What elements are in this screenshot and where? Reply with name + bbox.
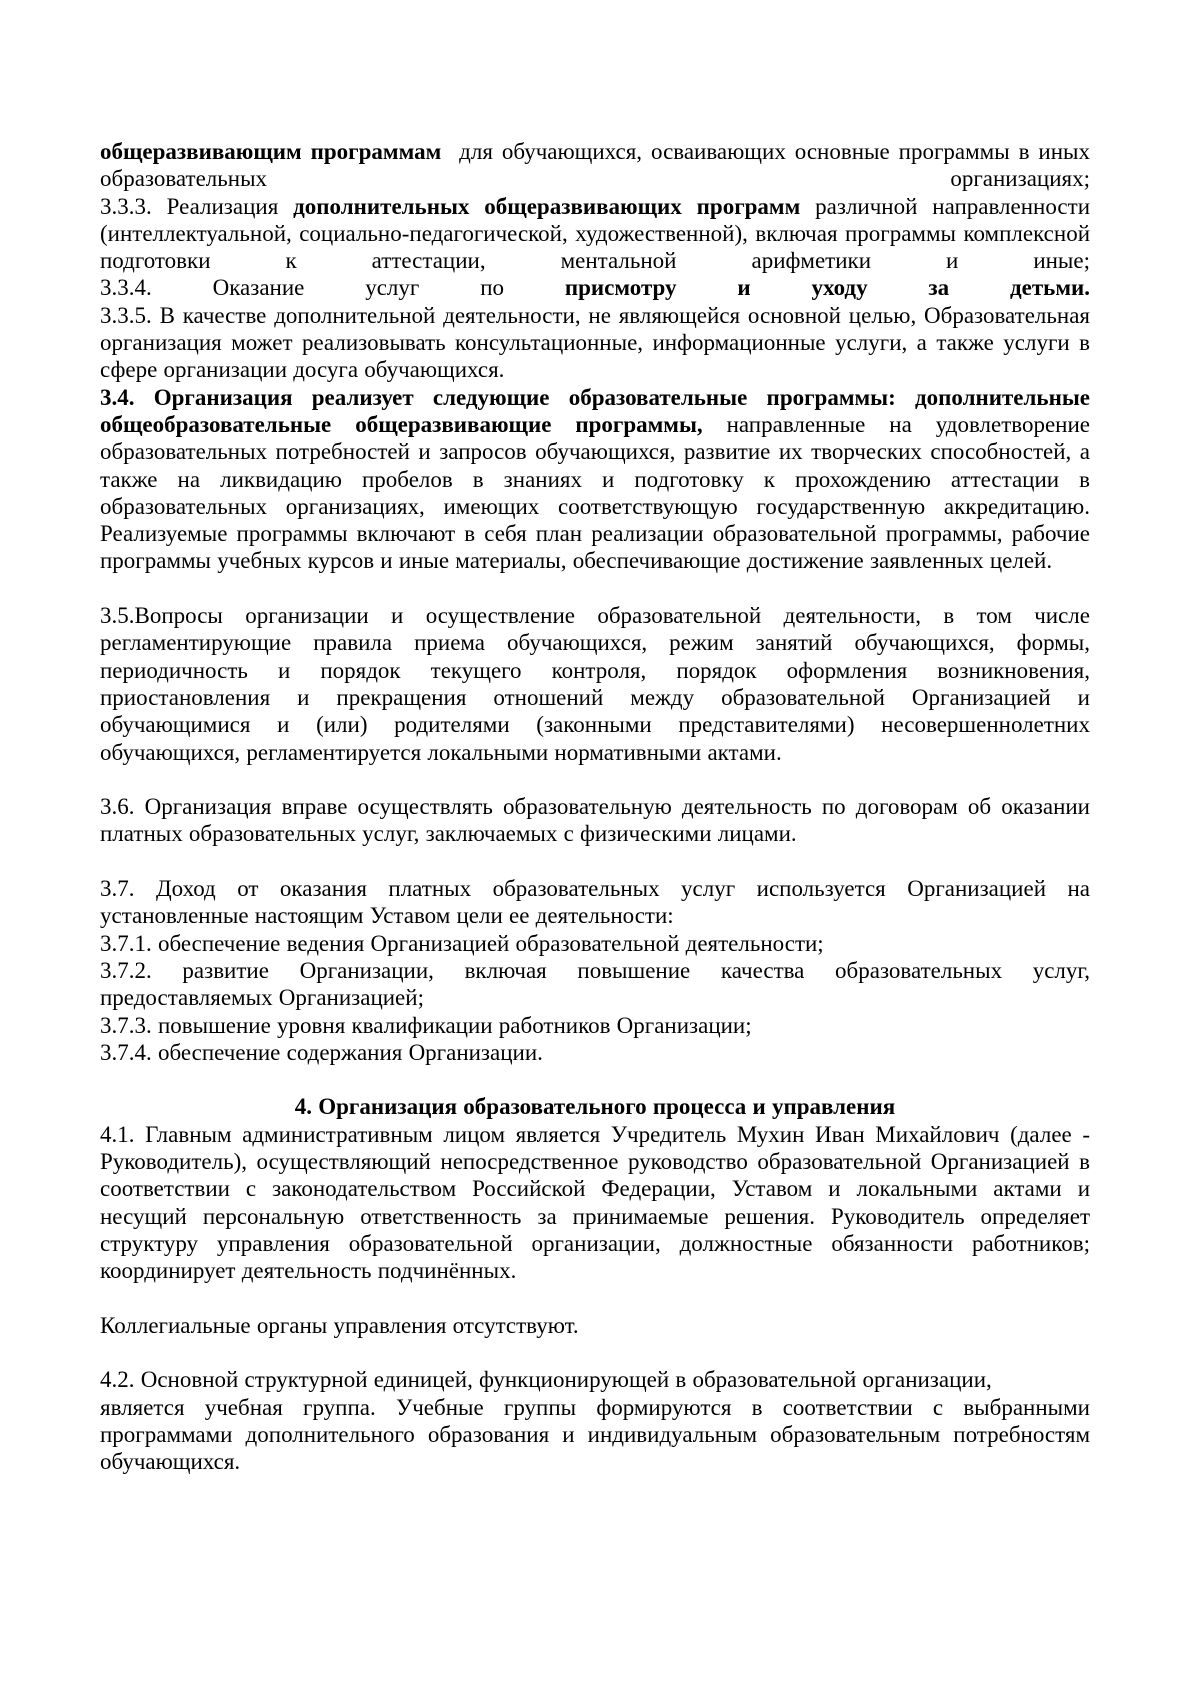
paragraph-spacer	[100, 848, 1090, 875]
bold-text-run: 4. Организация образовательного процесса и управления	[294, 1094, 896, 1120]
paragraph	[100, 1312, 1090, 1339]
text-run: 3.3.4. Оказание услуг по	[100, 275, 565, 301]
paragraph	[100, 274, 1090, 301]
text-run: 3.3.5. В качестве дополнительной деятельности, не являющейся основной целью, Образовательная организация может реализовывать консультационные, информационные услуги, а также услуги в сфере организации досуга обучающихся.	[100, 302, 1090, 383]
paragraph	[100, 875, 1090, 930]
text-run: для обучающихся, осваивающих основные программы в иных образовательных организациях;	[100, 139, 1090, 192]
text-run: 3.3.3. Реализация	[100, 193, 294, 219]
paragraph-spacer	[100, 766, 1090, 793]
text-run: направленные на удовлетворение образовательных потребностей и запросов обучающихся, развитие их творческих способностей, а также на ликвидацию пробелов в знаниях и подготовку к прохождению аттестации в образовательных организациях, имеющих соответствующую государственную аккредитацию. Реализуемые программы включают в себя план реализации образовательной программы, рабочие программы учебных курсов и иные материалы, обеспечивающие достижение заявленных целей.	[100, 411, 1090, 574]
paragraph-spacer	[100, 1066, 1090, 1093]
document-body	[100, 138, 1090, 1476]
text-run: 3.7.3. повышение уровня квалификации работников Организации;	[100, 1012, 752, 1038]
text-run: 3.7. Доход от оказания платных образовательных услуг используется Организацией на установленные настоящим Уставом цели ее деятельности:	[100, 876, 1090, 929]
text-run: Коллегиальные органы управления отсутствуют.	[100, 1312, 579, 1338]
text-run: 3.7.2. развитие Организации, включая повышение качества образовательных услуг, предоставляемых Организацией;	[100, 957, 1090, 1011]
text-run: 4.1. Главным административным лицом является Учредитель Мухин Иван Михайлович (далее - Руководитель), осуществляющий непосредственное руководство образовательной Организацией в соответствии с законодательством Российской Федерации, Уставом и локальными актами и несущий персональную ответственность за принимаемые решения. Руководитель определяет структуру управления образовательной организации, должностные обязанности работников; координирует деятельность подчинённых.	[100, 1121, 1090, 1284]
paragraph	[100, 930, 1090, 957]
paragraph	[100, 1039, 1090, 1066]
text-run: различной направленности (интеллектуальной, социально-педагогической, художественной), включая программы комплексной подготовки к аттестации, ментальной арифметики и иные;	[100, 193, 1091, 274]
paragraph-spacer	[100, 1284, 1090, 1311]
paragraph	[100, 793, 1090, 848]
paragraph	[100, 193, 1090, 275]
paragraph	[100, 138, 1090, 193]
paragraph	[100, 384, 1090, 575]
text-run: 3.6. Организация вправе осуществлять образовательную деятельность по договорам об оказании платных образовательных услуг, заключаемых с физическими лицами.	[100, 794, 1090, 847]
paragraph	[100, 302, 1090, 384]
paragraph	[100, 1366, 1090, 1475]
bold-text-run: дополнительных общеразвивающих программ	[293, 193, 801, 219]
text-run: 3.7.4. обеспечение содержания Организации.	[100, 1039, 543, 1065]
bold-text-run: 3.4. Организация реализует следующие образовательные программы: дополнительные общеобразовательные общеразвивающие программы,	[100, 384, 1090, 437]
section-heading	[100, 1093, 1090, 1120]
paragraph	[100, 602, 1090, 766]
text-run: 3.5.Вопросы организации и осуществление образовательной деятельности, в том числе регламентирующие правила приема обучающихся, режим занятий обучающихся, формы, периодичность и порядок текущего контроля, порядок оформления возникновения, приостановления и прекращения отношений между образовательной Организацией и обучающимися и (или) родителями (законными представителями) несовершеннолетних обучающихся, регламентируется локальными нормативными актами.	[100, 603, 1090, 765]
bold-text-run: общеразвивающим программам	[100, 139, 442, 164]
text-run: 3.7.1. обеспечение ведения Организацией образовательной деятельности;	[100, 930, 824, 956]
text-run: 4.2. Основной структурной единицей, функционирующей в образовательной организации,	[100, 1367, 992, 1393]
bold-text-run: присмотру и уходу за детьми.	[564, 275, 1090, 301]
paragraph	[100, 957, 1090, 1012]
paragraph-spacer	[100, 575, 1090, 602]
paragraph	[100, 1012, 1090, 1039]
paragraph	[100, 1121, 1090, 1285]
text-run: является учебная группа. Учебные группы формируются в соответствии с выбранными программами дополнительного образования и индивидуальным образовательным потребностям обучающихся.	[100, 1394, 1090, 1475]
paragraph-spacer	[100, 1339, 1090, 1366]
